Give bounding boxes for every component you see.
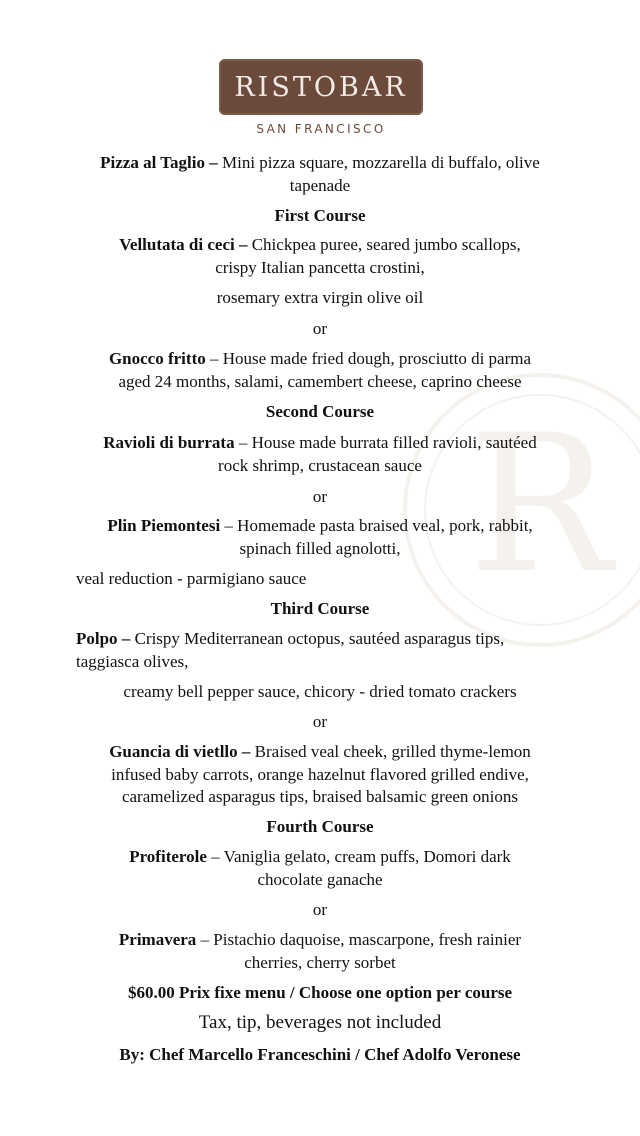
or-separator: or	[312, 900, 328, 919]
or-separator: or	[312, 319, 328, 338]
dish-name: Gnocco fritto	[108, 349, 206, 368]
tax-note: Tax, tip, beverages not included	[198, 1012, 442, 1033]
dish-description-cont: taggiasca olives,	[76, 652, 189, 671]
watermark-letter: R	[468, 394, 612, 615]
menu-item-plin-piemontesi	[0, 515, 640, 537]
dish-description: Crispy Mediterranean octopus, sautéed asparagus tips,	[130, 629, 505, 648]
section-heading-third-course: Third Course	[270, 599, 370, 618]
prix-fixe-note: $60.00 Prix fixe menu / Choose one option per course	[127, 983, 513, 1002]
dish-description-cont: tapenade	[289, 176, 351, 195]
dish-description-cont: rock shrimp, crustacean sauce	[218, 456, 422, 475]
dish-name: Primavera	[118, 930, 197, 949]
dish-description: – Vaniglia gelato, cream puffs, Domori dark	[206, 847, 511, 866]
logo-city: SAN FRANCISCO	[256, 122, 386, 136]
dish-name: Pizza al Taglio –	[100, 153, 218, 172]
dish-description-cont: caramelized asparagus tips, braised balsamic green onions	[121, 787, 519, 806]
menu-item-pizza-al-taglio	[0, 152, 640, 174]
or-separator: or	[312, 712, 328, 731]
section-heading-second-course: Second Course	[265, 402, 375, 421]
dish-description-cont: creamy bell pepper sauce, chicory - dried tomato crackers	[123, 682, 517, 701]
logo-wordmark: RISTOBAR	[234, 71, 408, 103]
dish-description-cont: veal reduction - parmigiano sauce	[76, 569, 307, 588]
dish-name: Ravioli di burrata	[103, 433, 235, 452]
menu-item-polpo	[76, 628, 636, 650]
dish-name: Polpo –	[76, 629, 131, 648]
section-heading-first-course: First Course	[274, 206, 366, 225]
chef-credits: By: Chef Marcello Franceschini / Chef Adolfo Veronese	[119, 1045, 521, 1064]
dish-name: Guancia di vietllo –	[109, 742, 251, 761]
menu-item-gnocco-fritto	[0, 348, 640, 370]
dish-description-cont: cherries, cherry sorbet	[244, 953, 396, 972]
dish-description-cont: aged 24 months, salami, camembert cheese, caprino cheese	[118, 372, 522, 391]
dish-description: Chickpea puree, seared jumbo scallops,	[247, 235, 521, 254]
dish-description-cont: infused baby carrots, orange hazelnut flavored grilled endive,	[111, 765, 529, 784]
section-heading-fourth-course: Fourth Course	[266, 817, 374, 836]
menu-item-profiterole	[0, 846, 640, 868]
dish-name: Plin Piemontesi	[107, 516, 221, 535]
dish-description: – House made fried dough, prosciutto di parma	[205, 349, 532, 368]
dish-description-cont: spinach filled agnolotti,	[239, 539, 401, 558]
or-separator: or	[312, 487, 328, 506]
dish-description-cont: rosemary extra virgin olive oil	[216, 288, 424, 307]
dish-description-cont: chocolate ganache	[257, 870, 383, 889]
dish-description: – Homemade pasta braised veal, pork, rabbit,	[220, 516, 533, 535]
menu-item-vellutata-di-ceci	[0, 234, 640, 256]
dish-description: – Pistachio daquoise, mascarpone, fresh rainier	[196, 930, 522, 949]
dish-name: Vellutata di ceci –	[119, 235, 248, 254]
dish-name: Profiterole	[129, 847, 207, 866]
ristobar-logo	[219, 59, 423, 139]
menu-item-primavera	[0, 929, 640, 951]
menu-item-guancia-di-vietllo	[0, 741, 640, 763]
menu-item-ravioli-di-burrata	[0, 432, 640, 454]
dish-description-cont: crispy Italian pancetta crostini,	[215, 258, 425, 277]
dish-description: – House made burrata filled ravioli, sautéed	[234, 433, 537, 452]
dish-description: Braised veal cheek, grilled thyme-lemon	[250, 742, 531, 761]
logo-badge	[219, 59, 423, 115]
dish-description: Mini pizza square, mozzarella di buffalo, olive	[217, 153, 540, 172]
